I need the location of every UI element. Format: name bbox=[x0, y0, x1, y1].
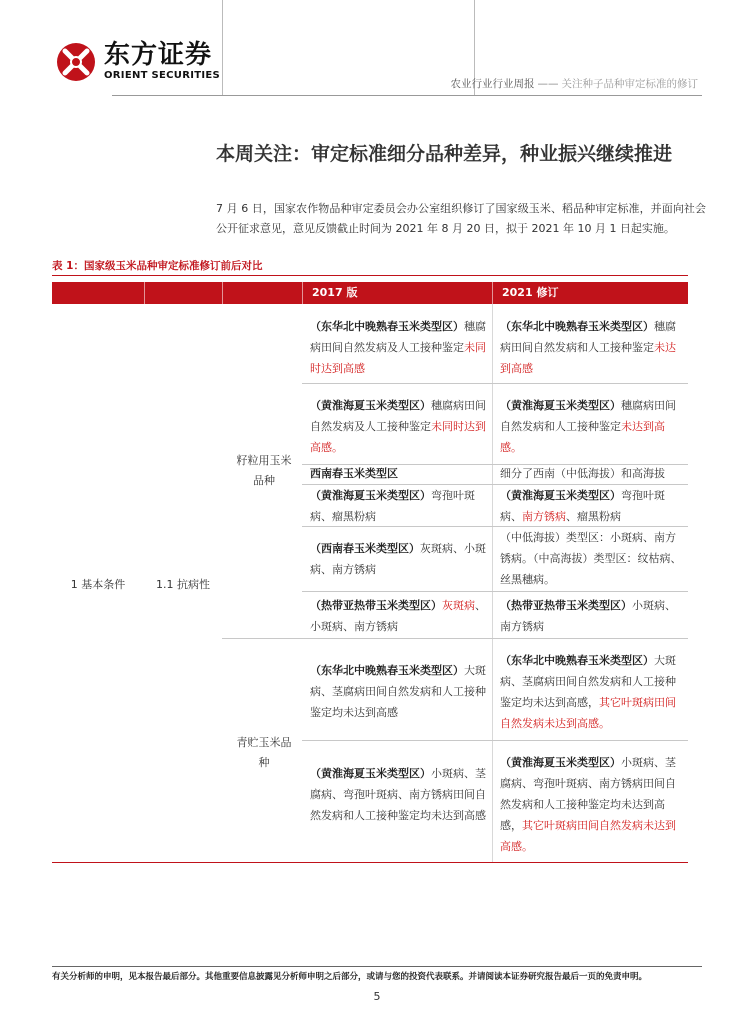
highlight-text: 其它叶斑病田间自然发病未达到高感。 bbox=[500, 819, 676, 853]
header-separator bbox=[144, 282, 145, 304]
region-label: （黄淮海夏玉米类型区） bbox=[500, 489, 621, 502]
highlight-text: 未同时达到高感 bbox=[310, 341, 486, 375]
table-row bbox=[310, 538, 488, 580]
report-header: 农业行业行业周报 —— 关注种子品种审定标准的修订 bbox=[450, 78, 698, 90]
region-label: （热带亚热带玉米类型区） bbox=[500, 599, 632, 612]
region-label: （黄淮海夏玉米类型区） bbox=[310, 489, 431, 502]
cell-text: 穗腐病田间自然发病和人工接种鉴定 bbox=[500, 320, 676, 354]
cell-text: 穗腐病田间自然发病和人工接种鉴定 bbox=[500, 399, 676, 433]
cell-text: 、小斑病、南方锈病 bbox=[310, 599, 486, 633]
region-label: （东华北中晚熟春玉米类型区） bbox=[500, 654, 654, 667]
table-row bbox=[310, 660, 488, 723]
cell-text: （中低海拔）类型区：小斑病、南方锈病。（中高海拔）类型区：纹枯病、丝黑穗病。 bbox=[500, 531, 682, 586]
highlight-text: 其它叶斑病田间自然发病未达到高感。 bbox=[500, 696, 676, 730]
cell-text: 弯孢叶斑病、瘤黑粉病 bbox=[310, 489, 475, 523]
group-silage-corn: 青贮玉米品种 bbox=[236, 736, 292, 769]
region-label: （东华北中晚熟春玉米类型区） bbox=[310, 320, 464, 333]
header-rule bbox=[112, 95, 702, 96]
table-row bbox=[500, 395, 682, 458]
cell-text: 小斑病、茎腐病、弯孢叶斑病、南方锈病田间自然发病和人工接种鉴定均未达到高感， bbox=[500, 756, 676, 832]
table-row bbox=[500, 650, 682, 734]
page-number: 5 bbox=[373, 990, 381, 1003]
header-2021: 2021 修订 bbox=[502, 286, 559, 299]
region-label: （东华北中晚熟春玉米类型区） bbox=[500, 320, 654, 333]
cell-text: 穗腐病田间自然发病及人工接种鉴定 bbox=[310, 320, 486, 354]
region-label: 西南春玉米类型区 bbox=[310, 467, 398, 480]
region-label: （东华北中晚熟春玉米类型区） bbox=[310, 664, 464, 677]
row-divider bbox=[302, 383, 688, 384]
highlight-text: 未达到高感。 bbox=[500, 420, 665, 454]
footer-rule bbox=[52, 966, 702, 967]
table-row bbox=[500, 485, 682, 527]
table-top-rule bbox=[52, 275, 688, 276]
table-row bbox=[500, 752, 682, 857]
header-separator bbox=[492, 282, 493, 304]
row-divider bbox=[222, 638, 688, 639]
table-row bbox=[310, 763, 488, 826]
footer-disclaimer: 有关分析师的申明，见本报告最后部分。其他重要信息披露见分析师申明之后部分，或请与您的投资代表联系。并请阅读本证券研究报告最后一页的免责申明。 bbox=[52, 972, 648, 982]
cell-text: 小斑病、茎腐病、弯孢叶斑病、南方锈病田间自然发病和人工接种鉴定均未达到高感 bbox=[310, 767, 486, 822]
category-cell: 1 基本条件 bbox=[70, 578, 126, 591]
highlight-text: 灰斑病 bbox=[442, 599, 475, 612]
region-label: （黄淮海夏玉米类型区） bbox=[500, 399, 621, 412]
table-row bbox=[500, 316, 682, 379]
row-divider bbox=[302, 591, 688, 592]
table-row bbox=[310, 595, 488, 637]
header-divider bbox=[222, 0, 223, 95]
report-subtitle: 关注种子品种审定标准的修订 bbox=[561, 78, 698, 90]
highlight-text: 南方锈病 bbox=[522, 510, 566, 523]
table-row bbox=[500, 527, 682, 590]
brand-name-en: ORIENT SECURITIES bbox=[104, 70, 221, 81]
brand-name-cn: 东方证券 bbox=[104, 40, 213, 70]
table-row bbox=[310, 485, 488, 527]
report-type: 农业行业行业周报 bbox=[450, 78, 535, 90]
region-label: （热带亚热带玉米类型区） bbox=[310, 599, 442, 612]
brand-logo-icon bbox=[56, 42, 96, 82]
table-row bbox=[310, 395, 488, 458]
cell-text: 穗腐病田间自然发病及人工接种鉴定 bbox=[310, 399, 486, 433]
cell-text: 大斑病、茎腐病田间自然发病和人工接种鉴定均未达到高感， bbox=[500, 654, 676, 709]
cell-text: 细分了西南（中低海拔）和高海拔 bbox=[500, 467, 665, 480]
column-separator bbox=[492, 304, 493, 862]
region-label: （黄淮海夏玉米类型区） bbox=[310, 399, 431, 412]
table-row bbox=[310, 464, 488, 484]
region-label: （黄淮海夏玉米类型区） bbox=[310, 767, 431, 780]
header-2017: 2017 版 bbox=[312, 286, 358, 299]
table-bottom-rule bbox=[52, 862, 688, 863]
group-kernel-corn: 籽粒用玉米品种 bbox=[236, 454, 292, 487]
highlight-text: 未同时达到高感。 bbox=[310, 420, 486, 454]
table-row bbox=[500, 595, 682, 637]
highlight-text: 未达到高感 bbox=[500, 341, 676, 375]
header-separator bbox=[222, 282, 223, 304]
region-label: （黄淮海夏玉米类型区） bbox=[500, 756, 621, 769]
section-title: 本周关注：审定标准细分品种差异，种业振兴继续推进 bbox=[216, 143, 673, 165]
table-header bbox=[52, 282, 688, 304]
table-row bbox=[500, 464, 682, 484]
intro-paragraph: 7 月 6 日，国家农作物品种审定委员会办公室组织修订了国家级玉米、稻品种审定标准，并面向社会公开征求意见，意见反馈截止时间为 2021 年 8 月 20 日，拟于 2021 年 10 月 1 日起实施。 bbox=[216, 202, 706, 235]
header-separator bbox=[302, 282, 303, 304]
cell-text: 大斑病、茎腐病田间自然发病和人工接种鉴定均未达到高感 bbox=[310, 664, 486, 719]
row-divider bbox=[302, 740, 688, 741]
region-label: （西南春玉米类型区） bbox=[310, 542, 420, 555]
table-row bbox=[310, 316, 488, 379]
subcategory-cell: 1.1 抗病性 bbox=[156, 578, 210, 591]
table-caption: 表 1：国家级玉米品种审定标准修订前后对比 bbox=[52, 260, 263, 272]
cell-text: 、瘤黑粉病 bbox=[566, 510, 621, 523]
cell-text: 弯孢叶斑病、 bbox=[500, 489, 665, 523]
cell-text: 小斑病、南方锈病 bbox=[500, 599, 676, 633]
cell-text: 灰斑病、小斑病、南方锈病 bbox=[310, 542, 486, 576]
